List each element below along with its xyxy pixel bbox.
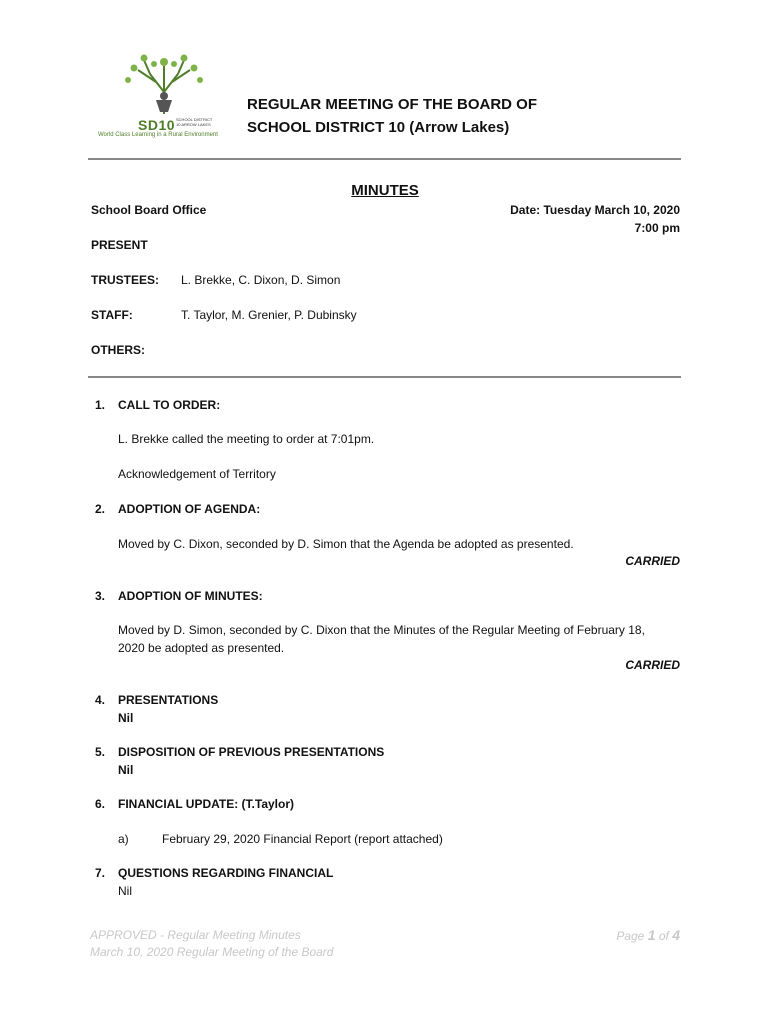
item-number: 3. — [95, 589, 106, 603]
item-number: 6. — [95, 797, 106, 811]
footer-approval-line: APPROVED - Regular Meeting Minutes — [90, 928, 301, 942]
page-number: 1 — [647, 927, 656, 943]
present-label: PRESENT — [91, 238, 148, 252]
carried-status: CARRIED — [625, 554, 680, 568]
carried-status: CARRIED — [625, 658, 680, 672]
item-heading: QUESTIONS REGARDING FINANCIAL — [118, 866, 334, 880]
item-text: 2020 be adopted as presented. — [118, 641, 285, 655]
document-title-line1: REGULAR MEETING OF THE BOARD OF — [247, 96, 537, 113]
item-text: L. Brekke called the meeting to order at 7:01pm. — [118, 432, 375, 446]
meeting-time: 7:00 pm — [634, 221, 680, 235]
staff-list: T. Taylor, M. Grenier, P. Dubinsky — [181, 308, 357, 322]
minutes-heading: MINUTES — [351, 182, 419, 199]
staff-label: STAFF: — [91, 308, 133, 322]
trustees-list: L. Brekke, C. Dixon, D. Simon — [181, 273, 341, 287]
item-text: Nil — [118, 884, 132, 898]
header-divider — [88, 158, 681, 160]
item-number: 4. — [95, 693, 106, 707]
item-heading: PRESENTATIONS — [118, 693, 219, 707]
document-title-line2: SCHOOL DISTRICT 10 (Arrow Lakes) — [247, 119, 510, 136]
item-text: Acknowledgement of Territory — [118, 467, 276, 481]
item-heading: ADOPTION OF MINUTES: — [118, 589, 263, 603]
logo-district-text: SCHOOL DISTRICT 10 ARROW LAKES — [176, 117, 213, 127]
item-number: 7. — [95, 866, 106, 880]
footer-meeting-line: March 10, 2020 Regular Meeting of the Board — [90, 945, 334, 959]
subitem-label: a) — [118, 832, 129, 846]
item-heading: FINANCIAL UPDATE: (T.Taylor) — [118, 797, 294, 811]
of-label: of — [658, 929, 669, 943]
item-heading: ADOPTION OF AGENDA: — [118, 502, 261, 516]
trustees-label: TRUSTEES: — [91, 273, 160, 287]
meeting-date: Date: Tuesday March 10, 2020 — [510, 203, 680, 217]
item-number: 2. — [95, 502, 106, 516]
page-label: Page — [616, 929, 645, 943]
item-number: 1. — [95, 398, 106, 412]
attendance-divider — [88, 376, 681, 378]
subitem-text: February 29, 2020 Financial Report (report attached) — [162, 832, 443, 846]
logo-wordmark: SD10 — [138, 117, 176, 133]
item-text: Nil — [118, 711, 134, 725]
others-label: OTHERS: — [91, 343, 145, 357]
item-heading: DISPOSITION OF PREVIOUS PRESENTATIONS — [118, 745, 385, 759]
item-text: Moved by C. Dixon, seconded by D. Simon that the Agenda be adopted as presented. — [118, 537, 574, 551]
item-text: Nil — [118, 763, 134, 777]
logo-tagline: World Class Learning in a Rural Environment — [98, 132, 218, 138]
page-total: 4 — [672, 927, 680, 943]
item-number: 5. — [95, 745, 106, 759]
page-indicator — [616, 927, 680, 943]
meeting-location: School Board Office — [91, 203, 207, 217]
item-heading: CALL TO ORDER: — [118, 398, 221, 412]
item-text: Moved by D. Simon, seconded by C. Dixon that the Minutes of the Regular Meeting of February 18, — [118, 623, 645, 637]
